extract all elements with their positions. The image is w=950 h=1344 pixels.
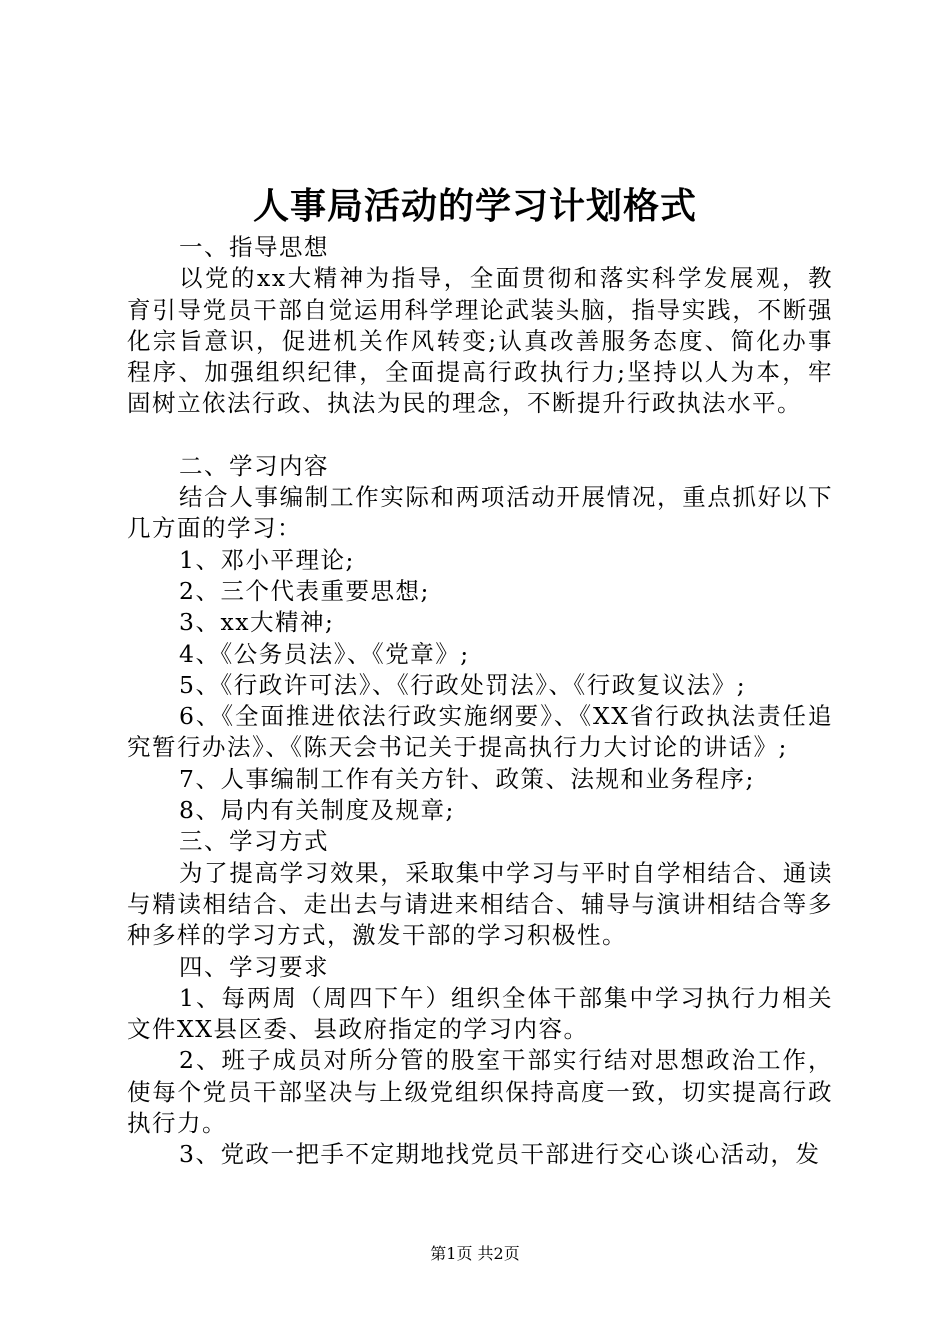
section-heading: 三、学习方式 — [179, 827, 329, 856]
list-item: 7、人事编制工作有关方针、政策、法规和业务程序; — [179, 764, 755, 793]
section-heading: 一、指导思想 — [179, 233, 329, 261]
page-footer: 第1页 共2页 — [430, 1244, 520, 1263]
section-heading: 二、学习内容 — [179, 451, 329, 480]
list-item: 1、邓小平理论; — [179, 545, 355, 574]
body-paragraph: 1、每两周（周四下午）组织全体干部集中学习执行力相关文件XX县区委、县政府指定的学习内容。 — [127, 983, 833, 1044]
body-paragraph: 2、班子成员对所分管的股室干部实行结对思想政治工作，使每个党员干部坚决与上级党组织保持高度一致，切实提高行政执行力。 — [127, 1046, 833, 1138]
body-paragraph: 为了提高学习效果，采取集中学习与平时自学相结合、通读与精读相结合、走出去与请进来相结合、辅导与演讲相结合等多种多样的学习方式，激发干部的学习积极性。 — [127, 858, 833, 950]
list-item: 6、《全面推进依法行政实施纲要》、《XX省行政执法责任追究暂行办法》、《陈天会书记关于提高执行力大讨论的讲话》; — [127, 702, 833, 762]
list-item: 8、局内有关制度及规章; — [179, 796, 455, 825]
list-item: 4、《公务员法》、《党章》; — [179, 639, 470, 668]
document-title: 人事局活动的学习计划格式 — [252, 185, 697, 227]
list-item: 5、《行政许可法》、《行政处罚法》、《行政复议法》; — [179, 670, 747, 699]
body-paragraph: 3、党政一把手不定期地找党员干部进行交心谈心活动，发 — [179, 1140, 821, 1169]
document-body — [127, 232, 833, 1171]
list-item: 3、xx大精神; — [179, 608, 335, 637]
list-item: 2、三个代表重要思想; — [179, 576, 430, 605]
section-heading: 四、学习要求 — [179, 952, 329, 981]
blank-line — [127, 420, 833, 451]
body-paragraph: 以党的xx大精神为指导，全面贯彻和落实科学发展观，教育引导党员干部自觉运用科学理论武装头脑，指导实践，不断强化宗旨意识，促进机关作风转变;认真改善服务态度、简化办事程序、加强组织纪律，全面提高行政执行力;坚持以人为本，牢固树立依法行政、执法为民的理念，不断提升行政执法水平。 — [127, 264, 833, 418]
body-paragraph: 结合人事编制工作实际和两项活动开展情况，重点抓好以下几方面的学习： — [127, 483, 833, 543]
